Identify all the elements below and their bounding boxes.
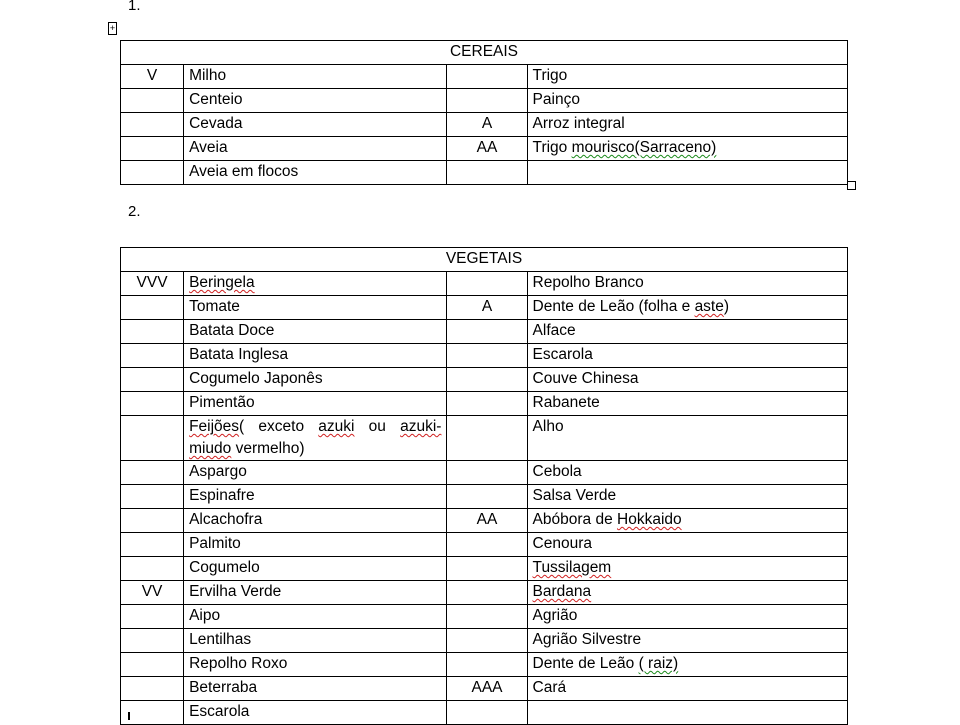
table-row [121, 89, 848, 113]
table-row [121, 701, 848, 725]
table-row [121, 392, 848, 416]
food-cell: Tomate [184, 296, 447, 320]
food-cell: Salsa Verde [527, 485, 847, 509]
food-cell: Aveia em flocos [184, 161, 447, 185]
mark-cell [447, 533, 527, 557]
food-cell: Lentilhas [184, 629, 447, 653]
resize-handle-icon[interactable] [847, 181, 856, 190]
table-row [121, 137, 848, 161]
food-cell: Centeio [184, 89, 447, 113]
food-cell: Bardana [527, 581, 847, 605]
food-cell: Escarola [184, 701, 447, 725]
food-cell: Ervilha Verde [184, 581, 447, 605]
food-cell: Repolho Branco [527, 272, 847, 296]
food-cell: Cogumelo [184, 557, 447, 581]
mark-cell [447, 320, 527, 344]
food-cell: Beringela [184, 272, 447, 296]
mark-cell [447, 89, 527, 113]
food-cell: Pimentão [184, 392, 447, 416]
table-title: VEGETAIS [121, 248, 848, 272]
food-cell: Agrião Silvestre [527, 629, 847, 653]
food-cell: Dente de Leão ( raiz) [527, 653, 847, 677]
mark-cell [121, 344, 184, 368]
mark-cell [447, 272, 527, 296]
mark-cell [447, 581, 527, 605]
mark-cell [121, 653, 184, 677]
food-cell: Alface [527, 320, 847, 344]
mark-cell [121, 113, 184, 137]
food-cell: Rabanete [527, 392, 847, 416]
mark-cell: A [447, 296, 527, 320]
food-cell: Agrião [527, 605, 847, 629]
move-handle-icon[interactable]: + [109, 23, 116, 33]
food-cell: Arroz integral [527, 113, 847, 137]
table-row [121, 581, 848, 605]
mark-cell [121, 89, 184, 113]
table-row [121, 161, 848, 185]
food-cell: Cenoura [527, 533, 847, 557]
food-cell: Painço [527, 89, 847, 113]
table-row [121, 296, 848, 320]
mark-cell [121, 137, 184, 161]
mark-cell [121, 320, 184, 344]
table-row [121, 605, 848, 629]
food-cell: Abóbora de Hokkaido [527, 509, 847, 533]
food-cell: Milho [184, 65, 447, 89]
mark-cell [447, 461, 527, 485]
table-row [121, 113, 848, 137]
food-cell: Batata Inglesa [184, 344, 447, 368]
food-cell: Batata Doce [184, 320, 447, 344]
mark-cell [447, 65, 527, 89]
mark-cell [121, 296, 184, 320]
food-cell: Cará [527, 677, 847, 701]
table-row [121, 320, 848, 344]
mark-cell: AAA [447, 677, 527, 701]
food-cell: Aveia [184, 137, 447, 161]
food-cell: Tussilagem [527, 557, 847, 581]
table-row [121, 533, 848, 557]
mark-cell: VV [121, 581, 184, 605]
section-number-1: 1. [128, 0, 141, 14]
food-cell: Beterraba [184, 677, 447, 701]
mark-cell [121, 161, 184, 185]
mark-cell [121, 416, 184, 461]
cereais-table [120, 40, 848, 185]
mark-cell [121, 533, 184, 557]
mark-cell [447, 392, 527, 416]
mark-cell [447, 161, 527, 185]
food-cell: Repolho Roxo [184, 653, 447, 677]
table-row [121, 677, 848, 701]
vegetais-table [120, 247, 848, 725]
mark-cell: V [121, 65, 184, 89]
table-row [121, 653, 848, 677]
food-cell: Trigo [527, 65, 847, 89]
mark-cell [447, 485, 527, 509]
mark-cell [121, 677, 184, 701]
food-cell: Espinafre [184, 485, 447, 509]
food-cell: Cebola [527, 461, 847, 485]
food-cell: Alho [527, 416, 847, 461]
food-cell [527, 161, 847, 185]
table-row [121, 629, 848, 653]
mark-cell [121, 368, 184, 392]
mark-cell [447, 629, 527, 653]
table-row [121, 368, 848, 392]
mark-cell [447, 344, 527, 368]
food-cell: Feijões( exceto azuki ou azuki-miudo vermelho) [184, 416, 447, 461]
mark-cell [447, 416, 527, 461]
mark-cell [447, 653, 527, 677]
mark-cell [121, 461, 184, 485]
text-cursor [128, 712, 130, 720]
mark-cell: A [447, 113, 527, 137]
mark-cell [447, 701, 527, 725]
table-row [121, 272, 848, 296]
section-number-2: 2. [128, 203, 141, 220]
food-cell: Aipo [184, 605, 447, 629]
mark-cell [121, 629, 184, 653]
food-cell: Couve Chinesa [527, 368, 847, 392]
mark-cell [121, 605, 184, 629]
table-row [121, 485, 848, 509]
table-title: CEREAIS [121, 41, 848, 65]
mark-cell [121, 557, 184, 581]
food-cell: Escarola [527, 344, 847, 368]
mark-cell [447, 605, 527, 629]
table-row [121, 65, 848, 89]
mark-cell: AA [447, 137, 527, 161]
food-cell: Trigo mourisco(Sarraceno) [527, 137, 847, 161]
table-row [121, 461, 848, 485]
mark-cell [447, 557, 527, 581]
table-row [121, 344, 848, 368]
mark-cell [121, 392, 184, 416]
mark-cell [121, 485, 184, 509]
mark-cell [447, 368, 527, 392]
mark-cell: AA [447, 509, 527, 533]
food-cell: Dente de Leão (folha e aste) [527, 296, 847, 320]
food-cell: Alcachofra [184, 509, 447, 533]
table-row [121, 509, 848, 533]
food-cell: Aspargo [184, 461, 447, 485]
food-cell: Cevada [184, 113, 447, 137]
table-row [121, 557, 848, 581]
food-cell: Cogumelo Japonês [184, 368, 447, 392]
mark-cell: VVV [121, 272, 184, 296]
mark-cell [121, 509, 184, 533]
food-cell [527, 701, 847, 725]
food-cell: Palmito [184, 533, 447, 557]
table-row [121, 416, 848, 461]
